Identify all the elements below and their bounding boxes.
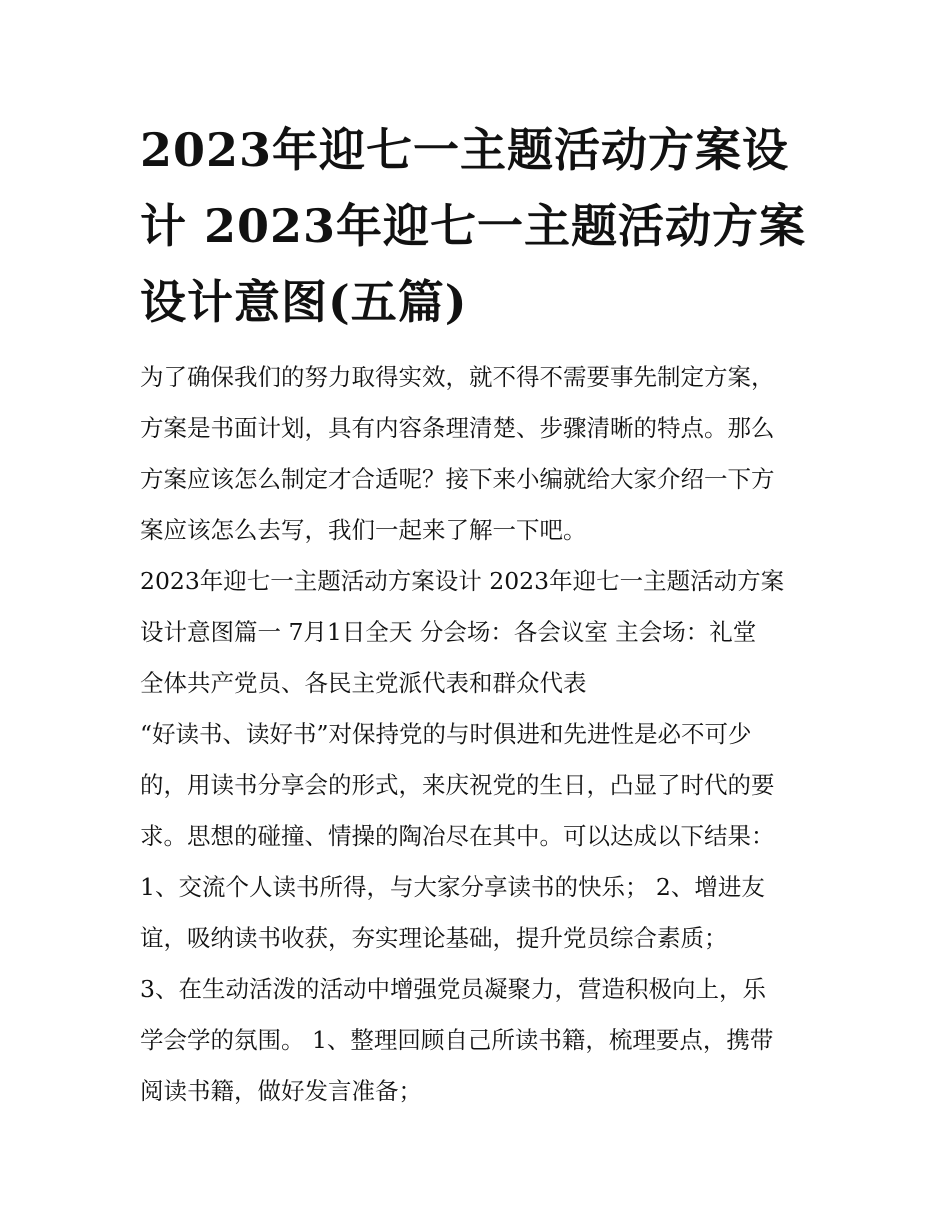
body-line: 2023年迎七一主题活动方案设计 2023年迎七一主题活动方案	[140, 567, 785, 595]
body-line: 谊，吸纳读书收获，夯实理论基础，提升党员综合素质；	[140, 924, 728, 952]
body-line: 方案是书面计划，具有内容条理清楚、步骤清晰的特点。那么	[140, 414, 775, 442]
body-line: 学会学的氛围。 1、整理回顾自己所读书籍，梳理要点，携带	[140, 1026, 774, 1054]
document-page	[140, 112, 830, 1117]
body-line: “好读书、读好书”对保持党的与时俱进和先进性是必不可少	[140, 720, 752, 748]
body-line: 求。思想的碰撞、情操的陶冶尽在其中。可以达成以下结果：	[140, 822, 775, 850]
document-title: 2023年迎七一主题活动方案设计 2023年迎七一主题活动方案设计意图(五篇)	[140, 123, 807, 329]
body-line: 阅读书籍，做好发言准备；	[140, 1077, 422, 1105]
body-line: 3、在生动活泼的活动中增强党员凝聚力，营造积极向上，乐	[140, 975, 766, 1003]
body-line: 为了确保我们的努力取得实效，就不得不需要事先制定方案，	[140, 363, 775, 391]
body-line: 全体共产党员、各民主党派代表和群众代表	[140, 669, 587, 697]
body-line: 设计意图篇一 7月1日全天 分会场：各会议室 主会场：礼堂	[140, 618, 757, 646]
body-line: 的，用读书分享会的形式，来庆祝党的生日，凸显了时代的要	[140, 771, 775, 799]
body-line: 案应该怎么去写，我们一起来了解一下吧。	[140, 516, 587, 544]
body-line: 方案应该怎么制定才合适呢？接下来小编就给大家介绍一下方	[140, 465, 775, 493]
document-body	[140, 352, 830, 1117]
body-line: 1、交流个人读书所得，与大家分享读书的快乐； 2、增进友	[140, 873, 765, 901]
